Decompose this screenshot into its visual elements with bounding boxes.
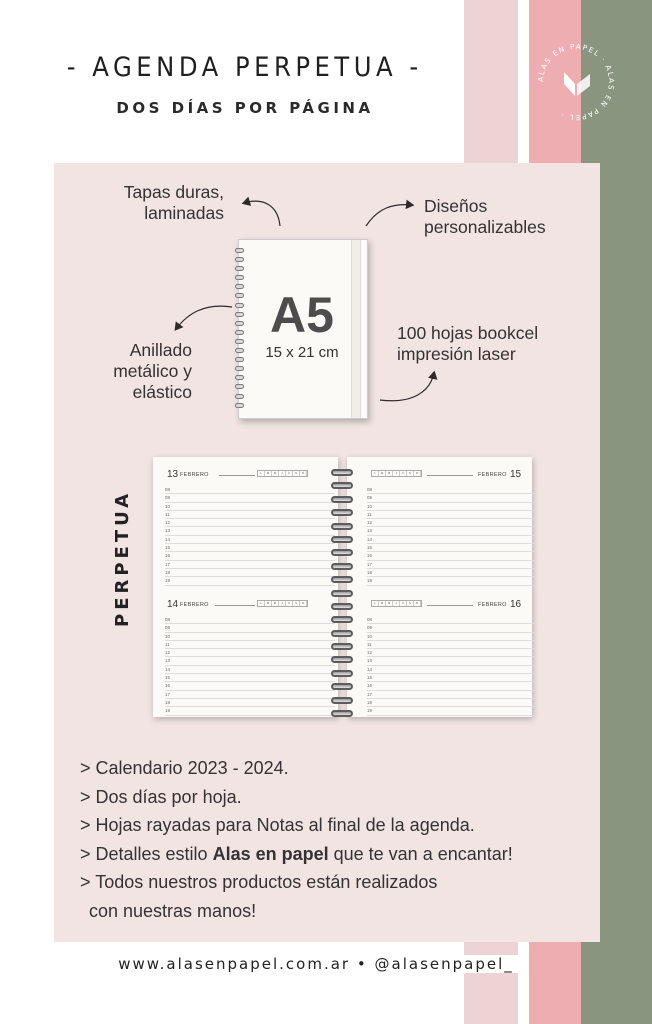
footer-separator: • — [356, 955, 368, 973]
elastic-band — [351, 240, 361, 418]
spiral-coil-icon — [331, 697, 353, 704]
weekday-letter: D — [300, 471, 307, 476]
hour-line: 12 — [165, 649, 335, 657]
header-rule — [427, 475, 473, 476]
hour-line: 13 — [367, 527, 537, 535]
weekday-letter: S — [407, 471, 414, 476]
website-link[interactable]: www.alasenpapel.com.ar — [118, 955, 351, 973]
hour-line: 14 — [165, 666, 335, 674]
hour-line: 19 — [165, 707, 335, 715]
spiral-coil-icon — [331, 549, 353, 556]
hour-line: 14 — [367, 536, 537, 544]
weekday-letter: M — [386, 471, 393, 476]
planner-spiral-binding — [331, 469, 353, 723]
footer-contact — [112, 955, 520, 973]
hour-line: 17 — [367, 561, 537, 569]
ring-icon — [235, 384, 244, 389]
weekday-letter: V — [286, 471, 293, 476]
bullet-item: > Todos nuestros productos están realizados — [80, 872, 438, 892]
spiral-coil-icon — [331, 616, 353, 623]
feature-disenos: Diseños personalizables — [424, 196, 546, 237]
hour-line: 12 — [367, 519, 537, 527]
hour-line: 18 — [165, 699, 335, 707]
weekday-letter: M — [272, 471, 279, 476]
bullet-item: > Hojas rayadas para Notas al final de la agenda. — [80, 815, 475, 835]
hour-line: 08 — [367, 616, 537, 624]
hour-line: 13 — [165, 657, 335, 665]
hour-line: 10 — [165, 503, 335, 511]
feature-anillado: Anillado metálico y elástico — [113, 340, 192, 402]
hour-lines — [367, 616, 537, 716]
day-month: FEBRERO — [478, 602, 507, 608]
weekday-letter: J — [279, 601, 286, 606]
weekday-letter: V — [400, 601, 407, 606]
ring-icon — [235, 403, 244, 408]
weekday-boxes — [257, 470, 308, 477]
hour-line: 16 — [165, 552, 335, 560]
bullet-item-continuation: con nuestras manos! — [89, 900, 257, 921]
weekday-letter: L — [372, 471, 379, 476]
ring-icon — [235, 366, 244, 371]
ring-icon — [235, 248, 244, 253]
ring-icon — [235, 257, 244, 262]
bullet-item: > Dos días por hoja. — [80, 786, 242, 807]
header-rule — [219, 475, 255, 476]
spiral-coil-icon — [331, 630, 353, 637]
planner-left-page — [153, 457, 338, 717]
hour-line: 19 — [165, 577, 335, 585]
weekday-letter: V — [400, 471, 407, 476]
spiral-coil-icon — [331, 683, 353, 690]
ring-icon — [235, 284, 244, 289]
weekday-boxes — [371, 470, 422, 477]
ring-icon — [235, 394, 244, 399]
planner-day — [347, 587, 532, 715]
spiral-coil-icon — [331, 536, 353, 543]
planner-day — [347, 457, 532, 585]
page-subtitle: DOS DÍAS POR PÁGINA — [116, 99, 374, 117]
feature-bullet-list — [80, 754, 513, 925]
hour-line: 18 — [367, 699, 537, 707]
header — [30, 52, 460, 117]
weekday-letter: D — [300, 601, 307, 606]
instagram-handle[interactable]: @alasenpapel_ — [374, 955, 514, 973]
bullet-item: > Calendario 2023 - 2024. — [80, 758, 289, 778]
hour-lines — [165, 486, 335, 586]
weekday-boxes — [371, 600, 422, 607]
hour-line: 14 — [367, 666, 537, 674]
feature-tapas: Tapas duras, laminadas — [123, 182, 224, 223]
spiral-coil-icon — [331, 496, 353, 503]
spiral-coil-icon — [331, 670, 353, 677]
spiral-coil-icon — [331, 469, 353, 476]
hour-line: 11 — [165, 511, 335, 519]
weekday-letter: M — [379, 471, 386, 476]
paper-wings-icon — [564, 72, 590, 96]
spiral-coil-icon — [331, 603, 353, 610]
hour-line: 15 — [367, 674, 537, 682]
hour-line: 11 — [367, 641, 537, 649]
hour-line: 11 — [367, 511, 537, 519]
hour-line: 11 — [165, 641, 335, 649]
weekday-letter: J — [393, 601, 400, 606]
hour-line: 09 — [165, 494, 335, 502]
spiral-coil-icon — [331, 523, 353, 530]
weekday-letter: L — [372, 601, 379, 606]
spiral-coil-icon — [331, 576, 353, 583]
ring-icon — [235, 266, 244, 271]
hour-line: 18 — [165, 569, 335, 577]
day-number: 13 — [167, 469, 179, 480]
weekday-letter: M — [379, 601, 386, 606]
day-number: 16 — [510, 599, 522, 610]
planner-right-page — [347, 457, 532, 717]
hour-line: 10 — [367, 633, 537, 641]
spiral-coil-icon — [331, 509, 353, 516]
hour-line: 12 — [165, 519, 335, 527]
perpetua-vertical-label: PERPETUA — [112, 489, 133, 627]
day-month: FEBRERO — [478, 472, 507, 478]
hour-line: 08 — [165, 616, 335, 624]
hour-line: 17 — [165, 691, 335, 699]
weekday-boxes — [257, 600, 308, 607]
weekday-letter: D — [414, 601, 421, 606]
hour-line: 17 — [367, 691, 537, 699]
hour-line: 19 — [367, 707, 537, 715]
weekday-letter: S — [293, 471, 300, 476]
notebook-rings — [235, 248, 244, 412]
a5-notebook-illustration — [238, 239, 368, 419]
weekday-letter: L — [258, 601, 265, 606]
hour-line: 16 — [165, 682, 335, 690]
brand-seal-logo — [534, 40, 618, 124]
weekday-letter: S — [293, 601, 300, 606]
hour-line: 08 — [367, 486, 537, 494]
hour-line: 15 — [165, 544, 335, 552]
a5-dimensions: 15 x 21 cm — [265, 344, 339, 361]
ring-icon — [235, 330, 244, 335]
hour-line: 09 — [367, 494, 537, 502]
hour-line: 16 — [367, 552, 537, 560]
day-month: FEBRERO — [180, 602, 209, 608]
ring-icon — [235, 293, 244, 298]
day-number: 15 — [510, 469, 522, 480]
hour-lines — [165, 616, 335, 716]
hour-line: 15 — [367, 544, 537, 552]
planner-day — [153, 587, 338, 715]
hour-line: 09 — [367, 624, 537, 632]
spiral-coil-icon — [331, 656, 353, 663]
hour-line: 10 — [367, 503, 537, 511]
a5-size-label: A5 — [270, 287, 334, 343]
ring-icon — [235, 321, 244, 326]
hour-line: 13 — [367, 657, 537, 665]
weekday-letter: J — [279, 471, 286, 476]
ring-icon — [235, 275, 244, 280]
hour-line: 13 — [165, 527, 335, 535]
weekday-letter: V — [286, 601, 293, 606]
brand-name: Alas en papel — [212, 843, 329, 864]
spiral-coil-icon — [331, 482, 353, 489]
spiral-coil-icon — [331, 643, 353, 650]
header-rule — [215, 605, 255, 606]
footer — [0, 955, 652, 973]
weekday-letter: D — [414, 471, 421, 476]
hour-line: 15 — [165, 674, 335, 682]
hour-line: 10 — [165, 633, 335, 641]
page-title: - AGENDA PERPETUA - — [67, 52, 423, 83]
feature-hojas: 100 hojas bookcel impresión laser — [397, 323, 539, 364]
hour-lines — [367, 486, 537, 586]
svg-text:ALAS EN PAPEL · ALAS EN PAPEL: ALAS EN PAPEL · ALAS EN PAPEL · — [535, 41, 617, 123]
spiral-coil-icon — [331, 590, 353, 597]
hour-line: 12 — [367, 649, 537, 657]
weekday-letter: M — [272, 601, 279, 606]
weekday-letter: M — [386, 601, 393, 606]
bullet-item: > Detalles estilo Alas en papel que te van a encantar! — [80, 843, 513, 864]
hour-line: 17 — [165, 561, 335, 569]
day-month: FEBRERO — [180, 472, 209, 478]
hour-line: 16 — [367, 682, 537, 690]
ring-icon — [235, 375, 244, 380]
hour-line: 14 — [165, 536, 335, 544]
planner-day — [153, 457, 338, 585]
weekday-letter: M — [265, 601, 272, 606]
hour-line: 09 — [165, 624, 335, 632]
spiral-coil-icon — [331, 710, 353, 717]
spiral-coil-icon — [331, 563, 353, 570]
weekday-letter: J — [393, 471, 400, 476]
hour-line: 08 — [165, 486, 335, 494]
hour-line: 18 — [367, 569, 537, 577]
ring-icon — [235, 303, 244, 308]
weekday-letter: M — [265, 471, 272, 476]
header-rule — [427, 605, 473, 606]
ring-icon — [235, 312, 244, 317]
hour-line: 19 — [367, 577, 537, 585]
day-number: 14 — [167, 599, 179, 610]
weekday-letter: S — [407, 601, 414, 606]
weekday-letter: L — [258, 471, 265, 476]
